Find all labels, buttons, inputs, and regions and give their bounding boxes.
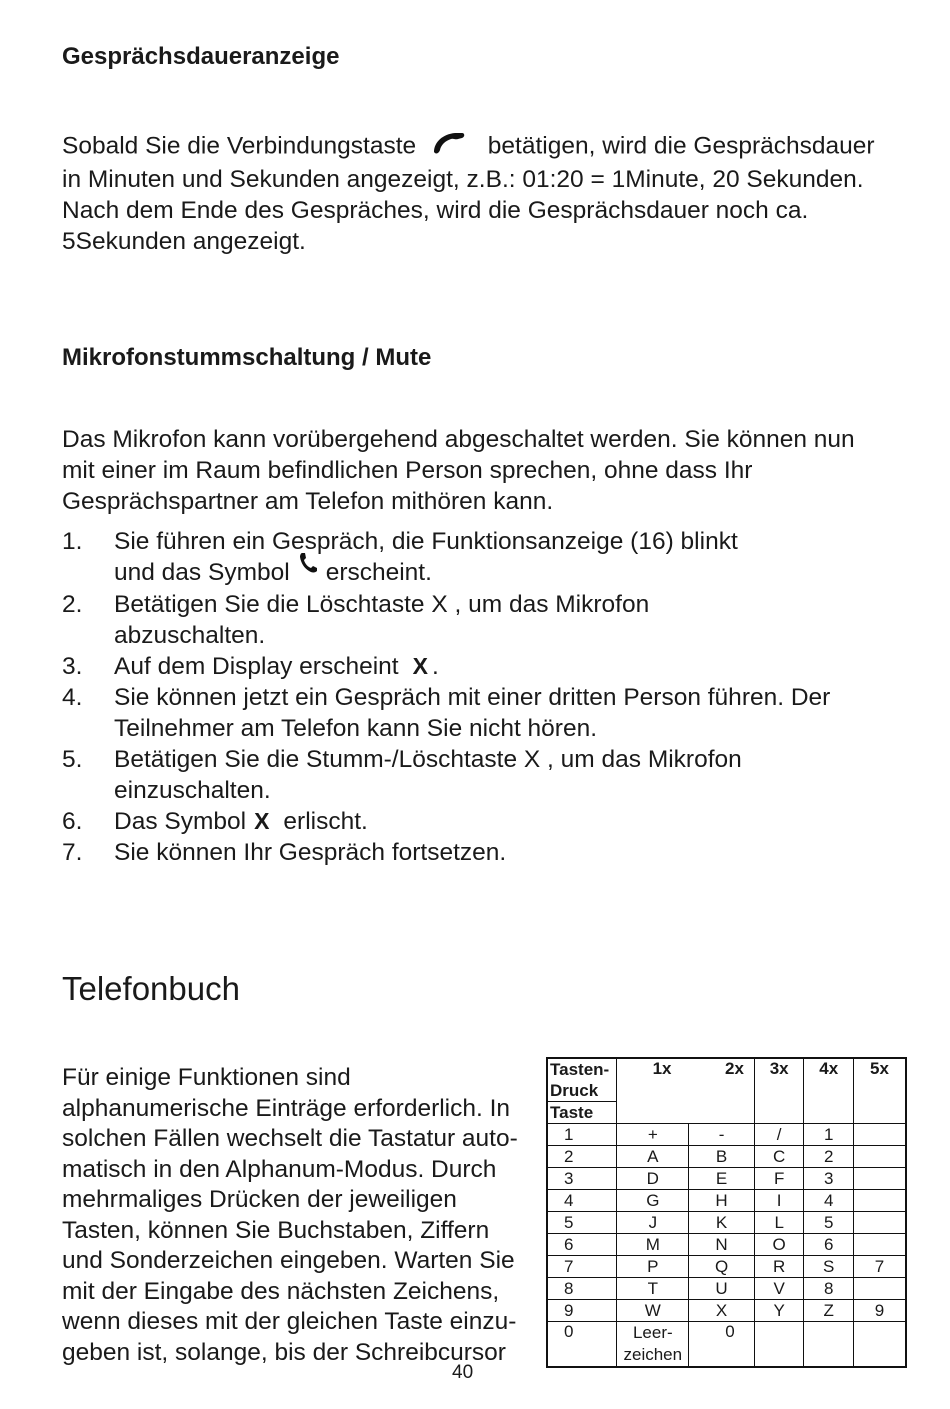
table-cell: 5 [547, 1212, 617, 1234]
header-key-cell: Tasten- Druck Taste [547, 1058, 617, 1124]
table-cell [853, 1278, 906, 1300]
text-line: 5Sekunden angezeigt. [62, 228, 306, 255]
table-row [547, 1234, 906, 1256]
mute-symbol-icon: X [412, 653, 428, 679]
header-press-cell: 3x [754, 1058, 804, 1124]
table-cell: 3 [547, 1168, 617, 1190]
paragraph-call-duration [62, 130, 875, 257]
list-item: und das Symbol erscheint. [62, 557, 830, 589]
paragraph-mute-intro [62, 424, 855, 517]
table-cell: 9 [853, 1300, 906, 1322]
text-line: solchen Fällen wechselt die Tastatur auto- [62, 1125, 518, 1152]
table-row [547, 1278, 906, 1300]
table-cell: H [689, 1190, 755, 1212]
space-label: zeichen [623, 1345, 683, 1364]
list-item: 5. Betätigen Sie die Stumm-/Löschtaste X , um das Mikrofon [62, 746, 742, 773]
table-cell: 6 [804, 1234, 854, 1256]
table-cell: 5 [804, 1212, 854, 1234]
table-cell: N [689, 1234, 755, 1256]
text-line: Nach dem Ende des Gespräches, wird die Gesprächsdauer noch ca. [62, 197, 809, 224]
table-cell: 7 [853, 1256, 906, 1278]
phone-icon [298, 551, 318, 589]
table-cell: F [754, 1168, 804, 1190]
table-cell: - [689, 1124, 755, 1146]
table-row [547, 1212, 906, 1234]
heading-phonebook: Telefonbuch [62, 970, 240, 1007]
header-press-cell: 2x [689, 1058, 755, 1124]
table-cell [617, 1322, 689, 1368]
table-cell: 2 [804, 1146, 854, 1168]
table-cell [754, 1322, 804, 1368]
text-line: mit einer im Raum befindlichen Person sprechen, ohne dass Ihr [62, 457, 753, 484]
table-cell [804, 1322, 854, 1368]
table-row [547, 1168, 906, 1190]
table-cell: 4 [547, 1190, 617, 1212]
list-item: 6. Das Symbol X erlischt. [62, 808, 368, 835]
text-line: Gesprächspartner am Telefon mithören kann. [62, 488, 554, 515]
table-cell: G [617, 1190, 689, 1212]
list-item: 4. Sie können jetzt ein Gespräch mit einer dritten Person führen. Der [62, 684, 831, 711]
table-cell: + [617, 1124, 689, 1146]
table-cell: O [754, 1234, 804, 1256]
table-cell [853, 1322, 906, 1368]
text-line: alphanumerische Einträge erforderlich. In [62, 1094, 511, 1122]
heading-call-duration: Gesprächsdaueranzeige [62, 43, 340, 70]
table-cell: Z [804, 1300, 854, 1322]
table-cell: 1 [804, 1124, 854, 1146]
table-cell: 0 [547, 1322, 617, 1368]
table-cell [853, 1168, 906, 1190]
table-cell: Y [754, 1300, 804, 1322]
table-cell [853, 1124, 906, 1146]
text-line: wenn dieses mit der gleichen Taste einzu- [62, 1308, 517, 1335]
list-item: 7. Sie können Ihr Gespräch fortsetzen. [62, 839, 507, 866]
table-cell: M [617, 1234, 689, 1256]
text-line: betätigen, wird die Gesprächsdauer [487, 132, 875, 160]
text-line: matisch in den Alphanum-Modus. Durch [62, 1155, 497, 1183]
table-cell [853, 1234, 906, 1256]
text-line: mit der Eingabe des nächsten Zeichens, [62, 1277, 500, 1305]
table-cell: I [754, 1190, 804, 1212]
table-row [547, 1322, 906, 1368]
table-row [547, 1124, 906, 1146]
table-cell: 3 [804, 1168, 854, 1190]
table-cell: L [754, 1212, 804, 1234]
mute-symbol-icon: X [254, 808, 270, 834]
list-item: 3. Auf dem Display erscheint X . [62, 653, 439, 680]
list-item: 2. Betätigen Sie die Löschtaste X , um das Mikrofon [62, 591, 650, 618]
text-line: Tasten, können Sie Buchstaben, Ziffern [62, 1216, 490, 1244]
paragraph-phonebook [62, 1063, 518, 1368]
text-line: und Sonderzeichen eingeben. Warten Sie [62, 1247, 515, 1274]
table-cell: 6 [547, 1234, 617, 1256]
table-cell: A [617, 1146, 689, 1168]
space-label: Leer- [632, 1323, 673, 1342]
text-line: geben ist, solange, bis der Schreibcursor [62, 1338, 506, 1366]
header-press-cell: 4x [804, 1058, 854, 1124]
table-row [547, 1190, 906, 1212]
table-cell: E [689, 1168, 755, 1190]
table-cell [853, 1146, 906, 1168]
table-cell: W [617, 1300, 689, 1322]
table-cell: J [617, 1212, 689, 1234]
text-line: Das Mikrofon kann vorübergehend abgeschaltet werden. Sie können nun [62, 426, 855, 453]
table-cell: / [754, 1124, 804, 1146]
table-cell: D [617, 1168, 689, 1190]
list-item: 1. Sie führen ein Gespräch, die Funktionsanzeige (16) blinkt [62, 528, 738, 555]
table-cell: P [617, 1256, 689, 1278]
table-cell: 1 [547, 1124, 617, 1146]
table-cell: V [754, 1278, 804, 1300]
table-cell: Q [689, 1256, 755, 1278]
table-cell: 0 [689, 1322, 755, 1368]
table-cell: S [804, 1256, 854, 1278]
table-row [547, 1146, 906, 1168]
table-cell [853, 1190, 906, 1212]
table-cell: R [754, 1256, 804, 1278]
table-cell: X [689, 1300, 755, 1322]
key-table-body [547, 1124, 906, 1368]
table-cell: 8 [547, 1278, 617, 1300]
table-cell: U [689, 1278, 755, 1300]
phone-handset-icon [431, 130, 467, 164]
table-cell: 7 [547, 1256, 617, 1278]
table-header-row [547, 1058, 906, 1124]
table-cell: 8 [804, 1278, 854, 1300]
table-cell: K [689, 1212, 755, 1234]
header-press-cell: 5x [853, 1058, 906, 1124]
text-line: Sobald Sie die Verbindungstaste [62, 132, 417, 160]
table-cell: 4 [804, 1190, 854, 1212]
table-cell: T [617, 1278, 689, 1300]
table-cell [853, 1212, 906, 1234]
text-line: in Minuten und Sekunden angezeigt, z.B.: 01:20 = 1Minute, 20 Sekunden. [62, 166, 864, 193]
page-number: 40 [452, 1362, 474, 1383]
table-cell: B [689, 1146, 755, 1168]
mute-steps-list: 1. Sie führen ein Gespräch, die Funktionsanzeige (16) blinkt und das Symbol erscheint. 2. Betätigen Sie die Löschtaste X , um das Mikrofon abzuschalten. 3. Auf dem Display erscheint X . 4. Sie können jetzt ein Gespräch mit einer dritten Person führen. Der Teilnehmer am Telefon kann Sie nicht hören. 5. Betätigen Sie die Stumm-/Löschtaste X , um das Mikrofon einzuschalten. 6. Das Symbol X erlischt. 7. Sie können Ihr Gespräch fortsetzen. [62, 528, 831, 866]
key-mapping-table [546, 1057, 907, 1368]
text-line: Für einige Funktionen sind [62, 1064, 351, 1091]
header-press-cell: 1x [652, 1059, 672, 1078]
text-line: mehrmaliges Drücken der jeweiligen [62, 1186, 457, 1213]
table-cell: 2 [547, 1146, 617, 1168]
table-cell: 9 [547, 1300, 617, 1322]
table-row [547, 1300, 906, 1322]
heading-mute: Mikrofonstummschaltung / Mute [62, 344, 432, 371]
table-row [547, 1256, 906, 1278]
table-cell: C [754, 1146, 804, 1168]
